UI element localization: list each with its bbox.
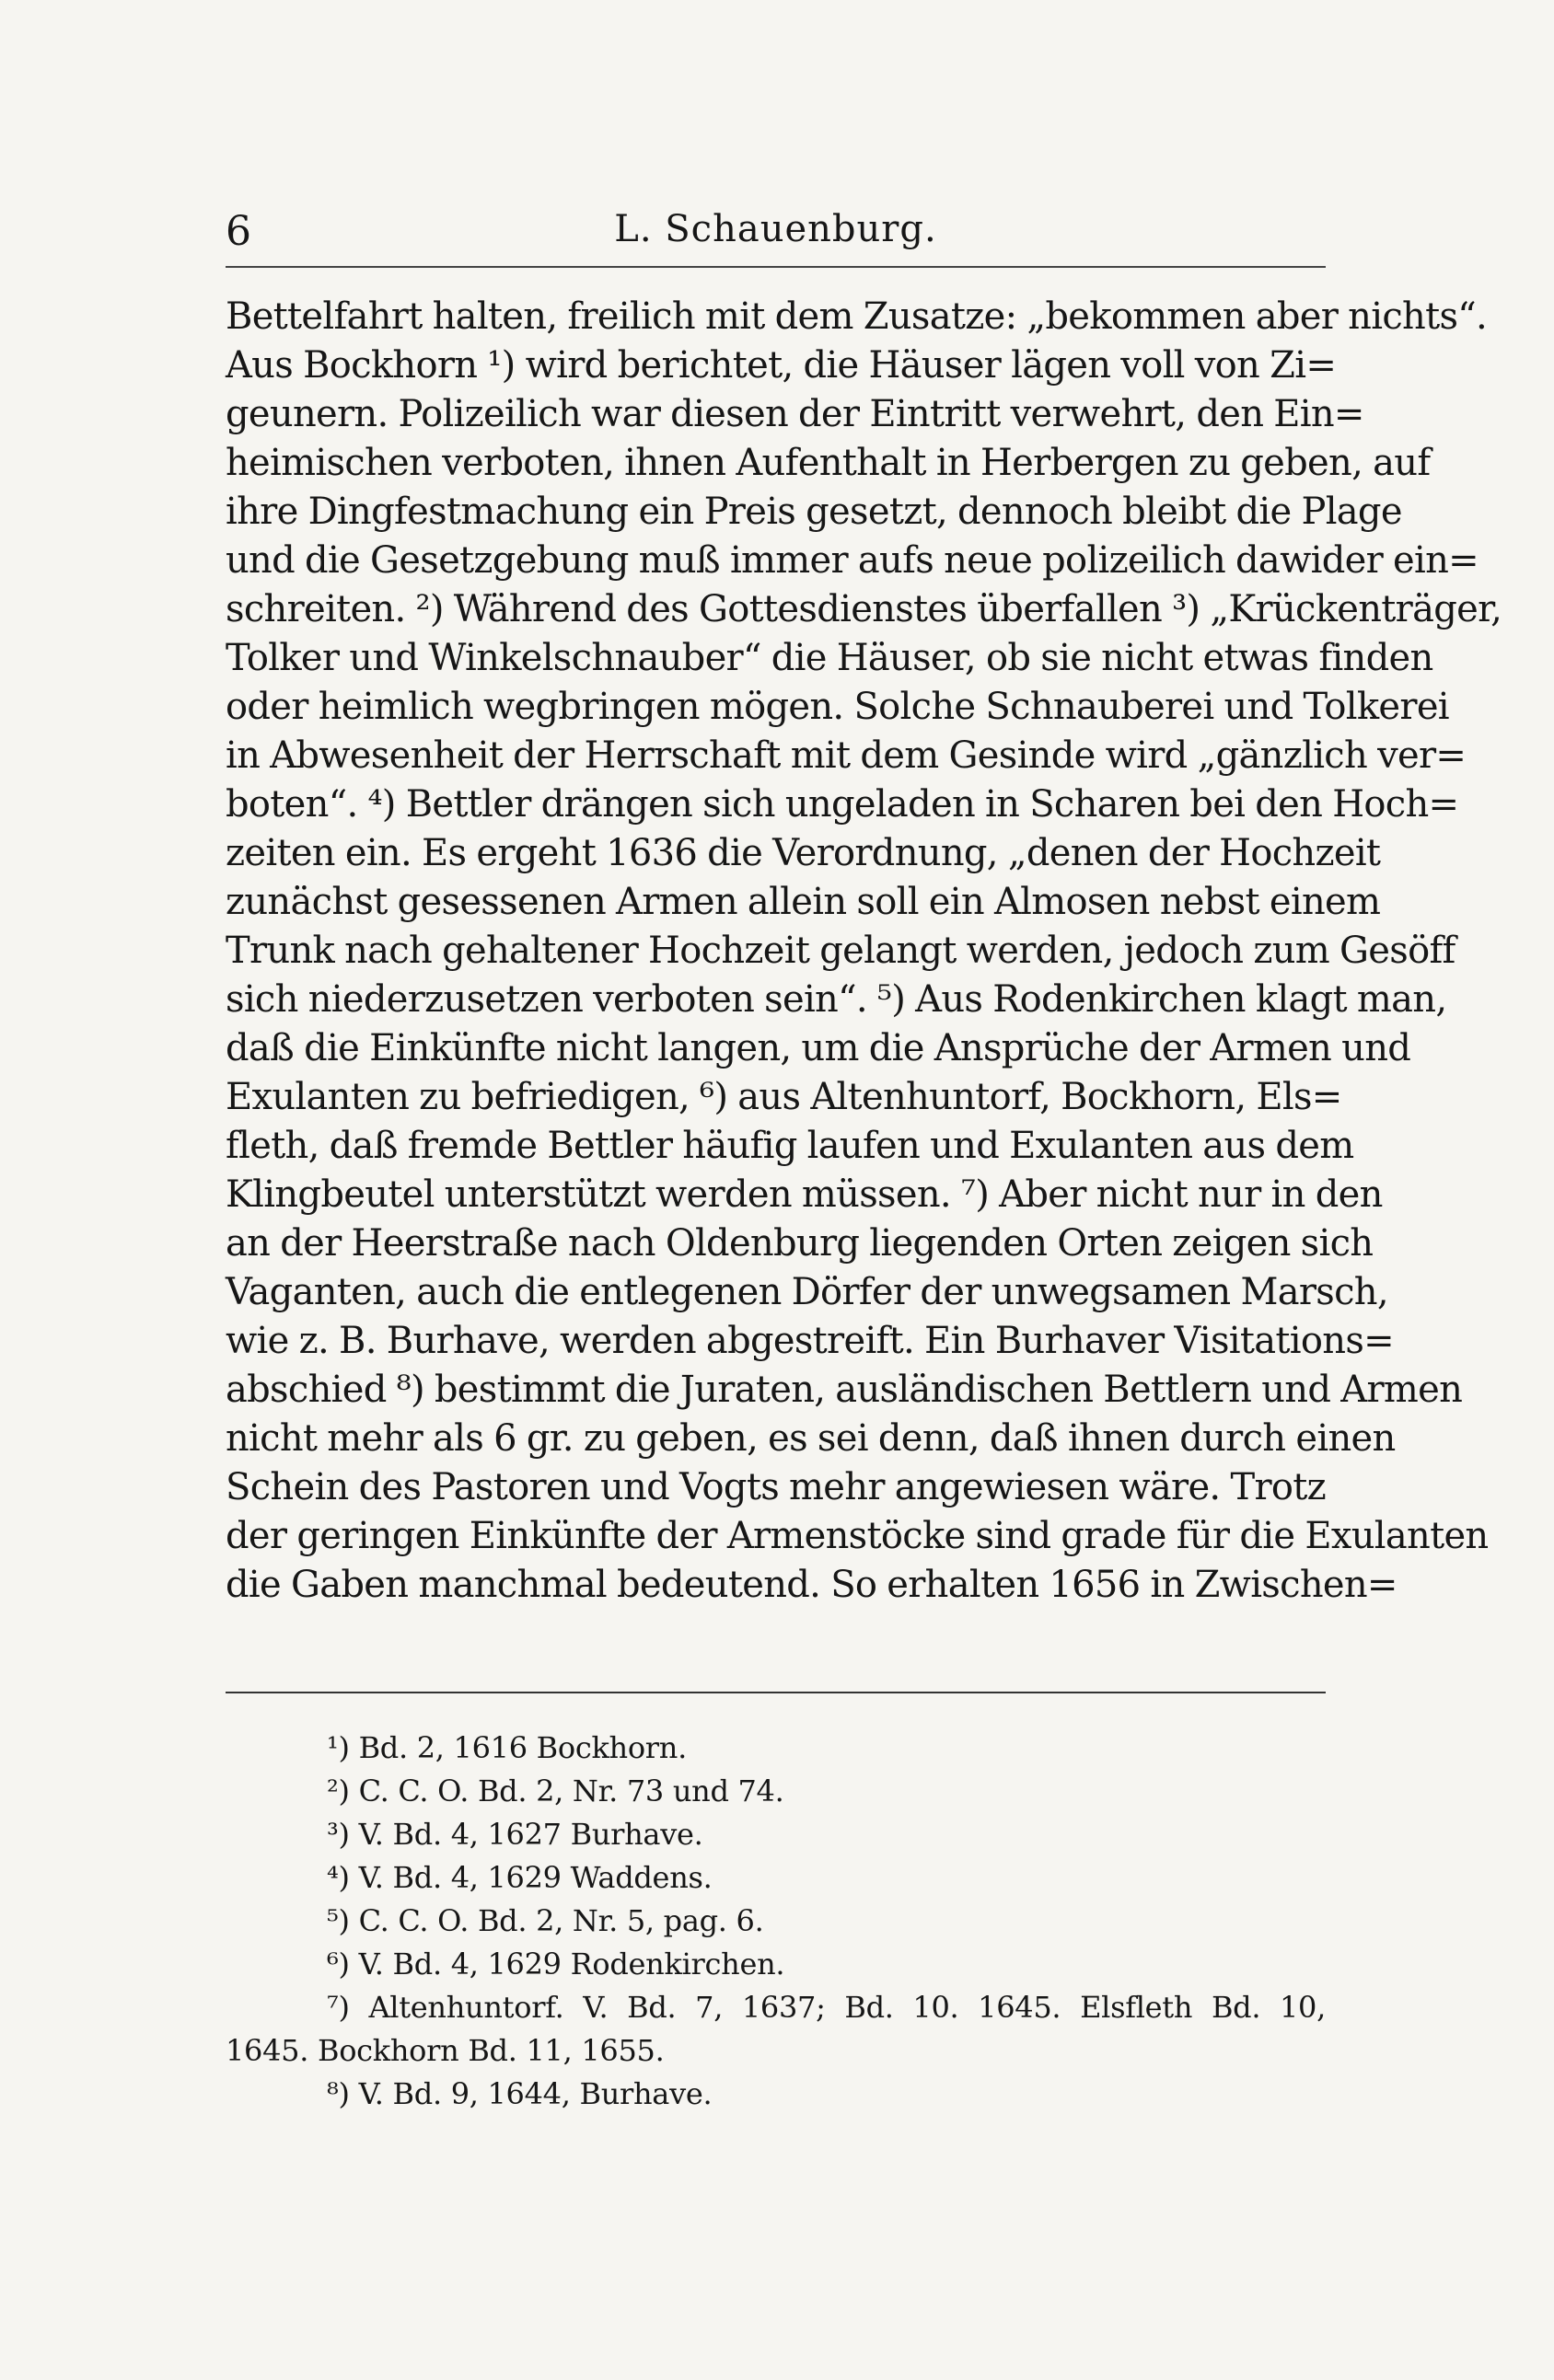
body-line: Vaganten, auch die entlegenen Dörfer der unwegsamen Marsch, — [226, 1271, 1388, 1313]
body-line: Klingbeutel unterstützt werden müssen. ⁷) Aber nicht nur in den — [226, 1173, 1383, 1216]
body-line: Exulanten zu befriedigen, ⁶) aus Altenhuntorf, Bockhorn, Els= — [226, 1076, 1342, 1118]
body-line: boten“. ⁴) Bettler drängen sich ungeladen in Scharen bei den Hoch= — [226, 783, 1459, 826]
footnote: ⁶) V. Bd. 4, 1629 Rodenkirchen. — [327, 1947, 785, 1981]
footnote: ⁵) C. C. O. Bd. 2, Nr. 5, pag. 6. — [327, 1903, 764, 1938]
body-line: Aus Bockhorn ¹) wird berichtet, die Häuser lägen voll von Zi= — [226, 344, 1337, 387]
footnote: ⁴) V. Bd. 4, 1629 Waddens. — [327, 1860, 713, 1895]
body-line: Bettelfahrt halten, freilich mit dem Zusatze: „bekommen aber nichts“. — [226, 295, 1488, 338]
body-line: geunern. Polizeilich war diesen der Eintritt verwehrt, den Ein= — [226, 393, 1364, 435]
footnote: ¹) Bd. 2, 1616 Bockhorn. — [327, 1730, 687, 1765]
body-line: schreiten. ²) Während des Gottesdienstes überfallen ³) „Krückenträger, — [226, 588, 1502, 630]
body-line: zunächst gesessenen Armen allein soll ein Almosen nebst einem — [226, 881, 1381, 923]
body-line: fleth, daß fremde Bettler häufig laufen und Exulanten aus dem — [226, 1125, 1354, 1167]
body-line: an der Heerstraße nach Oldenburg liegenden Orten zeigen sich — [226, 1222, 1374, 1265]
body-line: nicht mehr als 6 gr. zu geben, es sei denn, daß ihnen durch einen — [226, 1417, 1396, 1460]
body-line: heimischen verboten, ihnen Aufenthalt in Herbergen zu geben, auf — [226, 442, 1431, 484]
body-line: daß die Einkünfte nicht langen, um die Ansprüche der Armen und — [226, 1027, 1411, 1069]
footnote-rule — [226, 1692, 1326, 1693]
running-head: L. Schauenburg. — [614, 208, 937, 250]
body-line: ihre Dingfestmachung ein Preis gesetzt, dennoch bleibt die Plage — [226, 491, 1402, 533]
footnote: ²) C. C. O. Bd. 2, Nr. 73 und 74. — [327, 1773, 784, 1808]
header-rule — [226, 266, 1326, 268]
body-line: Schein des Pastoren und Vogts mehr angewiesen wäre. Trotz — [226, 1466, 1326, 1508]
body-line: Trunk nach gehaltener Hochzeit gelangt werden, jedoch zum Gesöff — [226, 930, 1455, 972]
page-number: 6 — [226, 208, 251, 255]
body-line: abschied ⁸) bestimmt die Juraten, ausländischen Bettlern und Armen — [226, 1369, 1463, 1411]
body-line: oder heimlich wegbringen mögen. Solche Schnauberei und Tolkerei — [226, 686, 1449, 728]
body-line: und die Gesetzgebung muß immer aufs neue polizeilich dawider ein= — [226, 539, 1479, 582]
body-line: wie z. B. Burhave, werden abgestreift. Ein Burhaver Visitations= — [226, 1320, 1394, 1362]
body-line: in Abwesenheit der Herrschaft mit dem Gesinde wird „gänzlich ver= — [226, 734, 1467, 777]
body-text — [226, 293, 1502, 1610]
footnote: ⁸) V. Bd. 9, 1644, Burhave. — [327, 2076, 713, 2111]
body-line: die Gaben manchmal bedeutend. So erhalten 1656 in Zwischen= — [226, 1564, 1397, 1606]
body-line: Tolker und Winkelschnauber“ die Häuser, ob sie nicht etwas finden — [226, 637, 1433, 679]
body-line: der geringen Einkünfte der Armenstöcke sind grade für die Exulanten — [226, 1515, 1489, 1557]
body-line: sich niederzusetzen verboten sein“. ⁵) Aus Rodenkirchen klagt man, — [226, 978, 1447, 1021]
footnote: ³) V. Bd. 4, 1627 Burhave. — [327, 1817, 703, 1852]
footnotes — [226, 1727, 1326, 2116]
body-line: zeiten ein. Es ergeht 1636 die Verordnung, „denen der Hochzeit — [226, 832, 1381, 874]
footnote: ⁷) Altenhuntorf. V. Bd. 7, 1637; Bd. 10. 1645. Elsfleth Bd. 10, — [327, 1990, 1326, 2025]
page-header — [226, 208, 1326, 263]
footnote-continuation: 1645. Bockhorn Bd. 11, 1655. — [226, 2033, 665, 2068]
